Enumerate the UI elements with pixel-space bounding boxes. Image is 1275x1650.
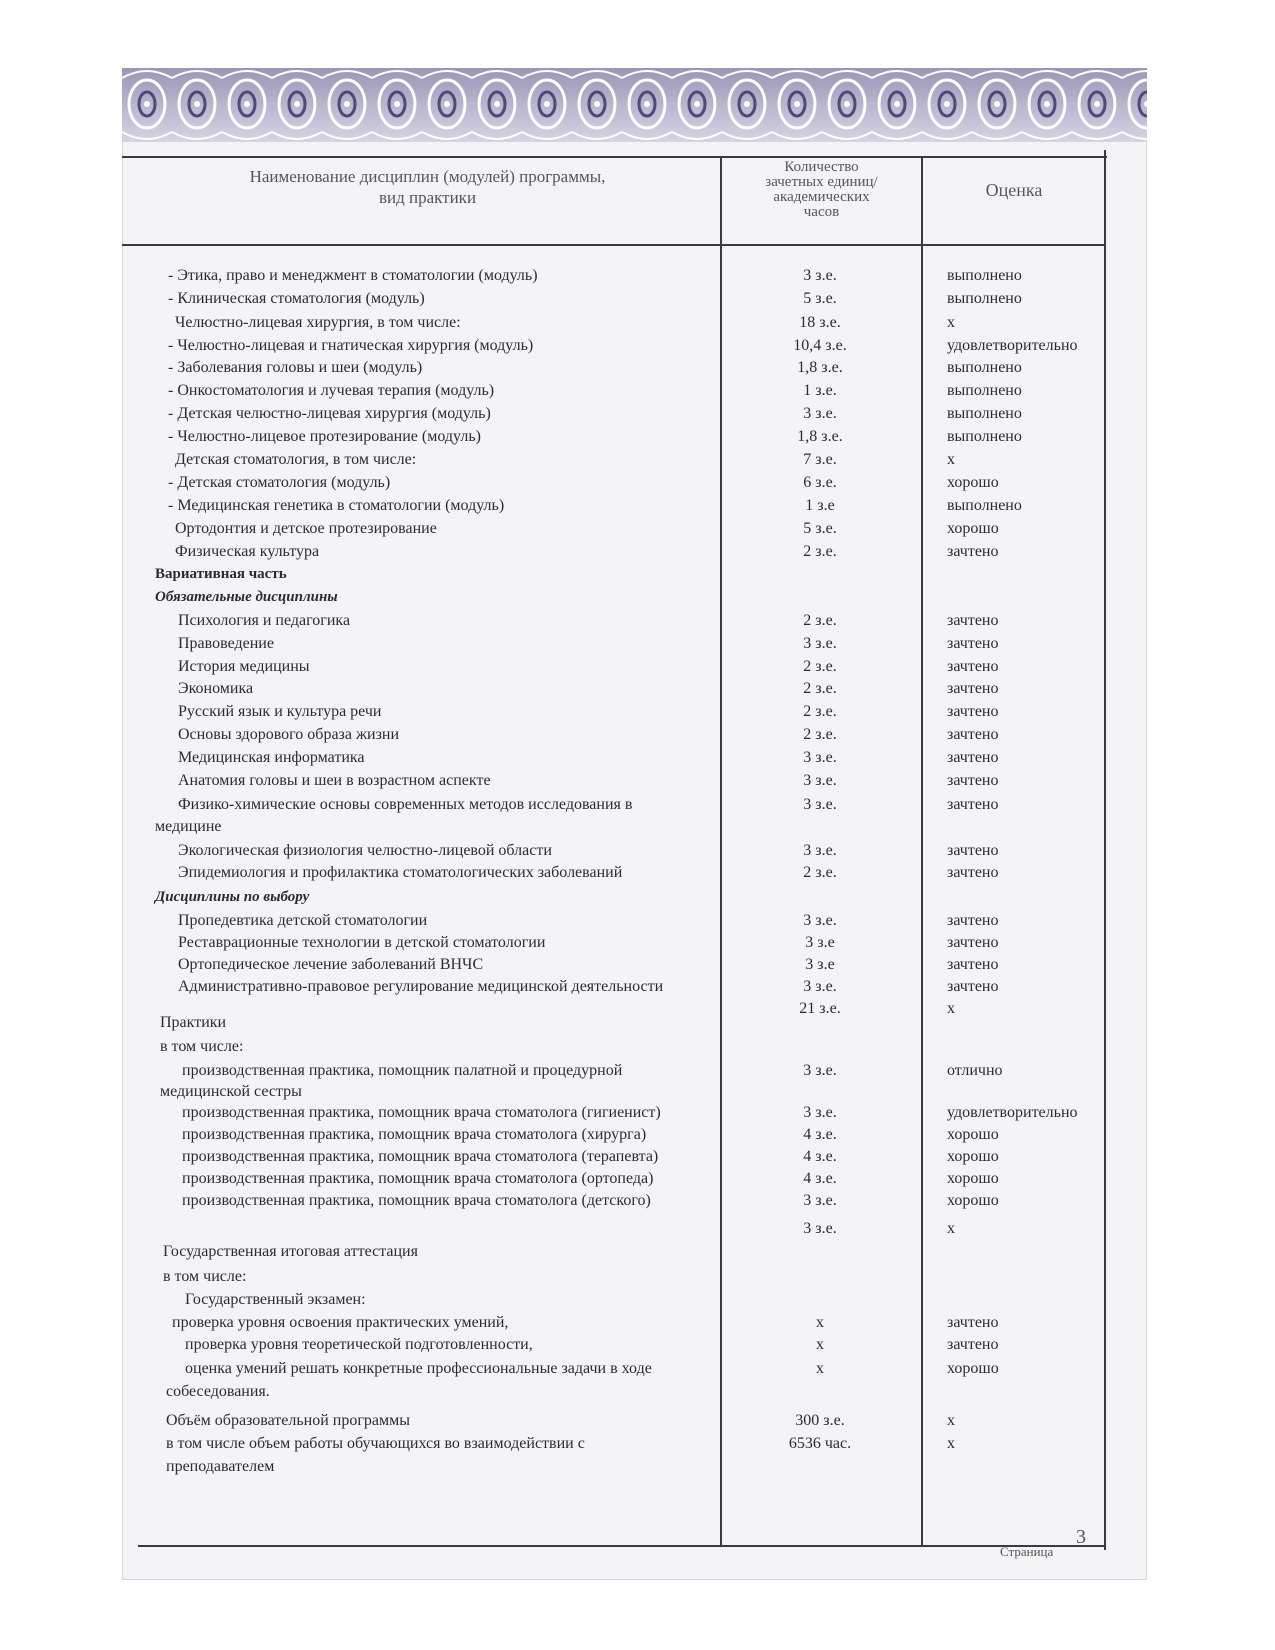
discipline-name: Практики <box>160 1014 227 1031</box>
table-row <box>0 267 1275 289</box>
discipline-name: Обязательные дисциплины <box>155 589 338 605</box>
discipline-name: Челюстно-лицевая хирургия, в том числе: <box>175 314 461 331</box>
table-row <box>0 1062 1275 1084</box>
credits-value: 3 з.е. <box>803 912 837 929</box>
discipline-name: Государственный экзамен: <box>185 1291 366 1308</box>
credits-value: 1,8 з.е. <box>797 428 843 445</box>
table-bottom-border <box>138 1545 1106 1547</box>
credits-value: 3 з.е. <box>803 842 837 859</box>
grade-value: зачтено <box>947 864 999 881</box>
discipline-name: Основы здорового образа жизни <box>178 726 400 743</box>
credits-value: x <box>816 1314 824 1331</box>
grade-value: зачтено <box>947 658 999 675</box>
table-row <box>0 451 1275 473</box>
discipline-name: Правоведение <box>178 635 274 652</box>
discipline-name: Пропедевтика детской стоматологии <box>178 912 428 929</box>
table-row <box>0 1336 1275 1358</box>
grade-value: x <box>947 1435 955 1452</box>
table-row <box>0 703 1275 725</box>
table-row <box>0 772 1275 794</box>
table-row <box>0 589 1275 611</box>
table-row <box>0 912 1275 934</box>
grade-value: зачтено <box>947 978 999 995</box>
discipline-name: - Детская челюстно-лицевая хирургия (модуль) <box>168 405 491 422</box>
grade-value: выполнено <box>947 405 1022 422</box>
discipline-name: в том числе объем работы обучающихся во взаимодействии с <box>166 1435 585 1452</box>
grade-value: зачтено <box>947 543 999 560</box>
table-row <box>0 359 1275 381</box>
discipline-name: в том числе: <box>160 1038 244 1055</box>
credits-value: 3 з.е. <box>803 772 837 789</box>
discipline-name: История медицины <box>178 658 310 675</box>
credits-value: 2 з.е. <box>803 680 837 697</box>
grade-value: зачтено <box>947 635 999 652</box>
credits-value: 5 з.е. <box>803 520 837 537</box>
table-row <box>0 818 1275 840</box>
grade-value: выполнено <box>947 359 1022 376</box>
table-row <box>0 842 1275 864</box>
discipline-name: Вариативная часть <box>155 566 287 582</box>
table-row <box>0 726 1275 748</box>
discipline-name: Физико-химические основы современных методов исследования в <box>178 796 633 813</box>
table-row <box>0 864 1275 886</box>
grade-value: зачтено <box>947 842 999 859</box>
table-row <box>0 1314 1275 1336</box>
grade-value: хорошо <box>947 474 999 491</box>
table-row <box>0 497 1275 519</box>
table-row <box>0 382 1275 404</box>
table-row <box>0 749 1275 771</box>
discipline-name: Эпидемиология и профилактика стоматологических заболеваний <box>178 864 623 881</box>
ornamental-border <box>122 68 1147 142</box>
grade-value: зачтено <box>947 749 999 766</box>
table-row <box>0 474 1275 496</box>
grade-value: x <box>947 1412 955 1429</box>
grade-value: зачтено <box>947 912 999 929</box>
table-row <box>0 566 1275 588</box>
discipline-name: оценка умений решать конкретные профессиональные задачи в ходе <box>185 1360 652 1377</box>
grade-value: выполнено <box>947 428 1022 445</box>
table-row <box>0 290 1275 312</box>
table-row <box>0 680 1275 702</box>
grade-value: зачтено <box>947 703 999 720</box>
credits-value: 5 з.е. <box>803 290 837 307</box>
table-row <box>0 1104 1275 1126</box>
discipline-name: Медицинская информатика <box>178 749 365 766</box>
table-row <box>0 612 1275 634</box>
discipline-name: производственная практика, помощник врача стоматолога (ортопеда) <box>182 1170 654 1187</box>
credits-value: 4 з.е. <box>803 1170 837 1187</box>
table-row <box>0 1383 1275 1405</box>
grade-value: выполнено <box>947 290 1022 307</box>
discipline-name: - Челюстно-лицевое протезирование (модуль) <box>168 428 481 445</box>
discipline-name: Административно-правовое регулирование медицинской деятельности <box>178 978 664 995</box>
credits-value: 1,8 з.е. <box>797 359 843 376</box>
discipline-name: медицине <box>155 818 222 835</box>
table-row <box>0 1360 1275 1382</box>
credits-value: 3 з.е. <box>803 1192 837 1209</box>
grade-value: x <box>947 1220 955 1237</box>
credits-value: 2 з.е. <box>803 726 837 743</box>
grade-value: выполнено <box>947 267 1022 284</box>
credits-value: 3 з.е. <box>803 635 837 652</box>
discipline-name: производственная практика, помощник палатной и процедурной <box>182 1062 623 1079</box>
table-row <box>0 1014 1275 1036</box>
grade-value: зачтено <box>947 1336 999 1353</box>
discipline-name: преподавателем <box>166 1458 275 1475</box>
credits-value: 3 з.е. <box>803 749 837 766</box>
grade-value: x <box>947 451 955 468</box>
discipline-name: Ортопедическое лечение заболеваний ВНЧС <box>178 956 484 973</box>
discipline-name: Физическая культура <box>175 543 320 560</box>
grade-value: удовлетворительно <box>947 1104 1078 1121</box>
table-row <box>0 1126 1275 1148</box>
credits-value: 2 з.е. <box>803 864 837 881</box>
table-row <box>0 978 1275 1000</box>
table-row <box>0 1220 1275 1242</box>
table-row <box>0 428 1275 450</box>
grade-value: x <box>947 314 955 331</box>
discipline-name: - Заболевания головы и шеи (модуль) <box>168 359 423 376</box>
grade-value: зачтено <box>947 726 999 743</box>
discipline-name: - Онкостоматология и лучевая терапия (модуль) <box>168 382 495 399</box>
grade-value: хорошо <box>947 1148 999 1165</box>
grade-value: зачтено <box>947 1314 999 1331</box>
grade-value: зачтено <box>947 680 999 697</box>
discipline-name: производственная практика, помощник врача стоматолога (детского) <box>182 1192 651 1209</box>
grade-value: хорошо <box>947 520 999 537</box>
grade-value: удовлетворительно <box>947 337 1078 354</box>
grade-value: хорошо <box>947 1192 999 1209</box>
discipline-name: собеседования. <box>166 1383 270 1400</box>
credits-value: 2 з.е. <box>803 612 837 629</box>
table-row <box>0 934 1275 956</box>
credits-value: 3 з.е. <box>803 1104 837 1121</box>
credits-value: 3 з.е <box>805 956 835 973</box>
header-credits: Количество зачетных единиц/ академических часов <box>765 159 878 220</box>
credits-value: 3 з.е. <box>803 978 837 995</box>
table-row <box>0 796 1275 818</box>
table-row <box>0 635 1275 657</box>
grade-value: отлично <box>947 1062 1003 1079</box>
table-row <box>0 405 1275 427</box>
credits-value: 2 з.е. <box>803 658 837 675</box>
discipline-name: - Челюстно-лицевая и гнатическая хирургия (модуль) <box>168 337 534 354</box>
grade-value: выполнено <box>947 382 1022 399</box>
discipline-name: Государственная итоговая аттестация <box>163 1243 418 1260</box>
grade-value: зачтено <box>947 772 999 789</box>
grade-value: хорошо <box>947 1360 999 1377</box>
table-top-border <box>122 156 1107 158</box>
discipline-name: проверка уровня теоретической подготовленности, <box>185 1336 533 1353</box>
grade-value: выполнено <box>947 497 1022 514</box>
discipline-name: медицинской сестры <box>160 1083 302 1100</box>
grade-value: зачтено <box>947 956 999 973</box>
table-row <box>0 314 1275 336</box>
table-row <box>0 658 1275 680</box>
grade-value: x <box>947 1000 955 1017</box>
credits-value: 3 з.е. <box>803 796 837 813</box>
table-row <box>0 956 1275 978</box>
discipline-name: Русский язык и культура речи <box>178 703 382 720</box>
credits-value: 3 з.е. <box>803 405 837 422</box>
credits-value: x <box>816 1360 824 1377</box>
discipline-name: проверка уровня освоения практических умений, <box>172 1314 509 1331</box>
discipline-name: Экологическая физиология челюстно-лицевой области <box>178 842 552 859</box>
discipline-name: Психология и педагогика <box>178 612 351 629</box>
credits-value: 4 з.е. <box>803 1148 837 1165</box>
table-row <box>0 1083 1275 1105</box>
discipline-name: Дисциплины по выбору <box>155 889 310 905</box>
credits-value: 300 з.е. <box>795 1412 845 1429</box>
table-row <box>0 520 1275 542</box>
table-row <box>0 1458 1275 1480</box>
table-row <box>0 1412 1275 1434</box>
discipline-name: - Медицинская генетика в стоматологии (модуль) <box>168 497 505 514</box>
table-row <box>0 1243 1275 1265</box>
credits-value: 3 з.е <box>805 934 835 951</box>
page-label: Страница <box>1000 1544 1054 1559</box>
credits-value: 1 з.е. <box>803 382 837 399</box>
discipline-name: производственная практика, помощник врача стоматолога (хирурга) <box>182 1126 647 1143</box>
grade-value: зачтено <box>947 934 999 951</box>
credits-value: x <box>816 1336 824 1353</box>
table-row <box>0 1435 1275 1457</box>
discipline-name: Объём образовательной программы <box>166 1412 411 1429</box>
grade-value: зачтено <box>947 796 999 813</box>
grade-value: зачтено <box>947 612 999 629</box>
discipline-name: производственная практика, помощник врача стоматолога (гигиенист) <box>182 1104 661 1121</box>
page-number: 3 <box>1076 1526 1086 1548</box>
discipline-name: в том числе: <box>163 1268 247 1285</box>
discipline-name: Ортодонтия и детское протезирование <box>175 520 437 537</box>
table-row <box>0 889 1275 911</box>
credits-value: 2 з.е. <box>803 543 837 560</box>
header-discipline-name: Наименование дисциплин (модулей) программы, вид практики <box>249 167 606 207</box>
credits-value: 7 з.е. <box>803 451 837 468</box>
table-row <box>0 1291 1275 1313</box>
credits-value: 6536 час. <box>788 1435 852 1452</box>
table-row <box>0 1148 1275 1170</box>
credits-value: 2 з.е. <box>803 703 837 720</box>
discipline-name: производственная практика, помощник врача стоматолога (терапевта) <box>182 1148 659 1165</box>
table-row <box>0 1268 1275 1290</box>
discipline-name: Анатомия головы и шеи в возрастном аспекте <box>178 772 491 789</box>
table-row <box>0 543 1275 565</box>
discipline-name: Экономика <box>178 680 254 697</box>
credits-value: 6 з.е. <box>803 474 837 491</box>
header-grade: Оценка <box>985 180 1043 200</box>
credits-value: 21 з.е. <box>799 1000 841 1017</box>
grade-value: хорошо <box>947 1170 999 1187</box>
credits-value: 3 з.е. <box>803 1220 837 1237</box>
discipline-name: Реставрационные технологии в детской стоматологии <box>178 934 546 951</box>
table-row <box>0 1038 1275 1060</box>
credits-value: 18 з.е. <box>799 314 841 331</box>
grade-value: хорошо <box>947 1126 999 1143</box>
credits-value: 3 з.е. <box>803 267 837 284</box>
table-row <box>0 337 1275 359</box>
table-row <box>0 1192 1275 1214</box>
discipline-name: - Детская стоматология (модуль) <box>168 474 391 491</box>
credits-value: 10,4 з.е. <box>793 337 847 354</box>
credits-value: 4 з.е. <box>803 1126 837 1143</box>
discipline-name: - Клиническая стоматология (модуль) <box>168 290 425 307</box>
discipline-name: - Этика, право и менеджмент в стоматологии (модуль) <box>168 267 538 284</box>
credits-value: 1 з.е <box>805 497 835 514</box>
header-divider <box>122 244 1104 246</box>
discipline-name: Детская стоматология, в том числе: <box>175 451 417 468</box>
table-row <box>0 1170 1275 1192</box>
credits-value: 3 з.е. <box>803 1062 837 1079</box>
